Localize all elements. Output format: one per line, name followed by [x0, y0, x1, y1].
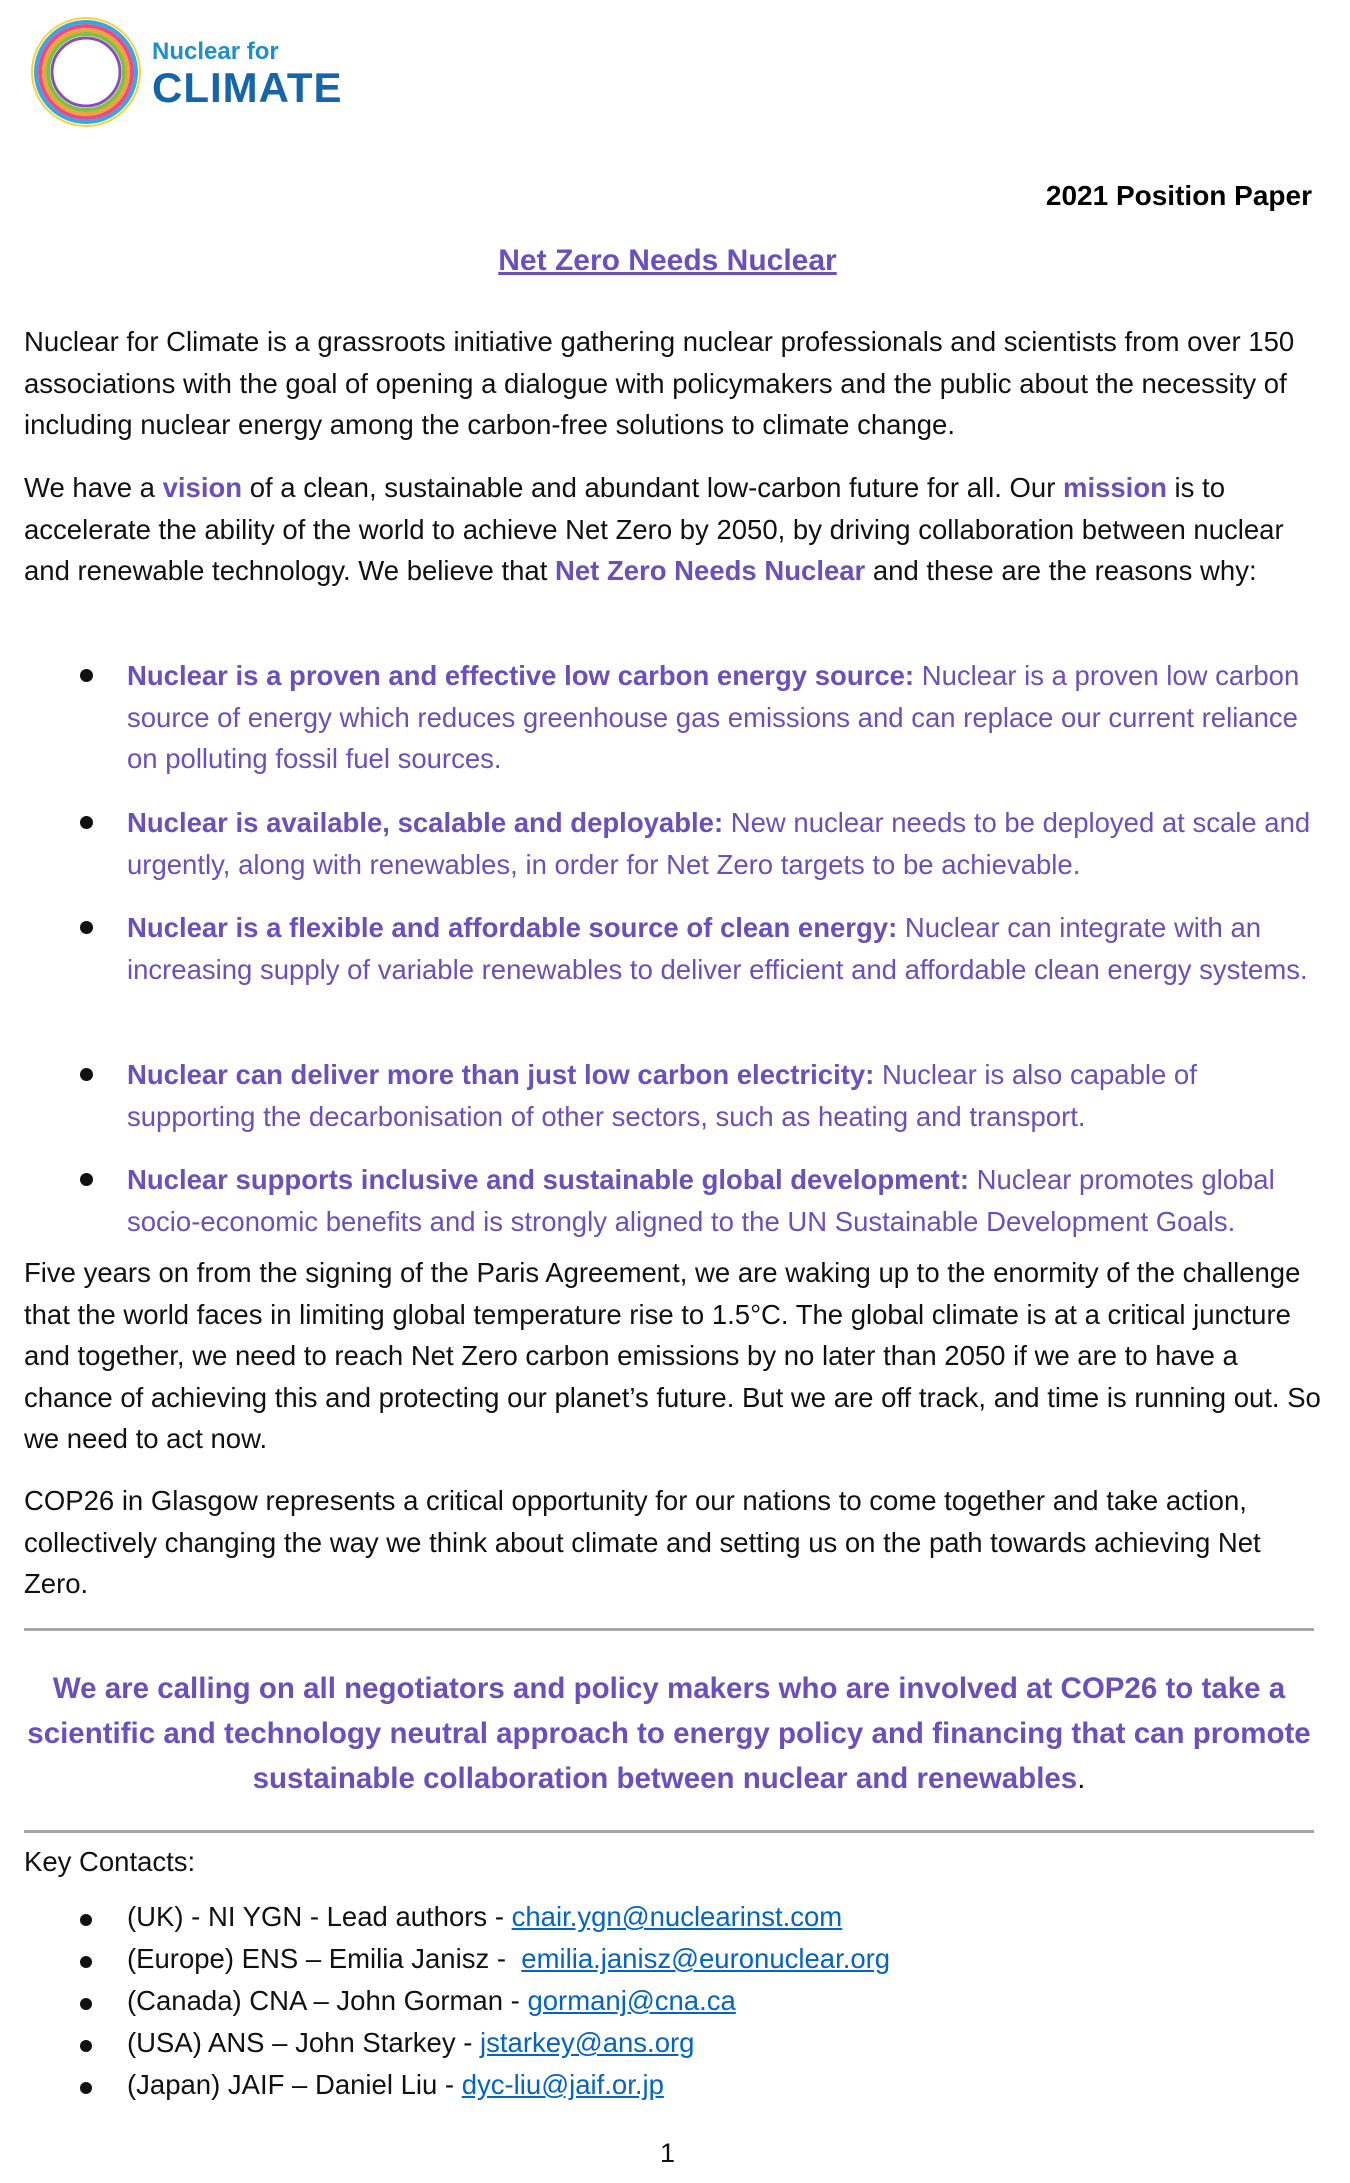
logo-line2: CLIMATE — [152, 64, 343, 111]
bullet-icon — [80, 2082, 92, 2094]
reason-text: Nuclear can integrate with an increasing supply of variable renewables to deliver efficient and affordable clean energy systems. — [127, 912, 1308, 985]
cop26-paragraph: COP26 in Glasgow represents a critical opportunity for our nations to come together and take action, collectively changing the way we think about climate and setting us on the path towards achieving Net Zero. — [24, 1485, 1261, 1599]
vision-text-c: is to accelerate the ability of the world to achieve Net Zero by 2050, by driving collaboration between nuclear and renewable technology. We believe that — [24, 472, 1284, 586]
logo-ring-icon — [28, 14, 144, 130]
contact-label: (UK) - NI YGN - Lead authors - — [127, 1901, 512, 1932]
contact-label: (Japan) JAIF – Daniel Liu - — [127, 2069, 462, 2100]
reason-heading: Nuclear is a proven and effective low carbon energy source: — [127, 660, 915, 691]
contact-item — [0, 1900, 1350, 1941]
contact-item — [0, 1942, 1350, 1983]
document-title: Net Zero Needs Nuclear — [498, 244, 837, 277]
contact-item — [0, 2068, 1350, 2109]
bullet-icon — [80, 1998, 92, 2010]
intro-paragraph: Nuclear for Climate is a grassroots initiative gathering nuclear professionals and scientists from over 150 associations with the goal of opening a dialogue with policymakers and the public about the necessity of including nuclear energy among the carbon-free solutions to climate change. — [24, 326, 1295, 440]
contact-label: (Europe) ENS – Emilia Janisz - — [127, 1943, 522, 1974]
vision-paragraph — [24, 467, 1324, 592]
bullet-icon — [80, 816, 93, 829]
bullet-icon — [80, 1956, 92, 1968]
contact-email-link[interactable]: chair.ygn@nuclearinst.com — [511, 1901, 843, 1932]
reason-text: Nuclear promotes global socio-economic benefits and is strongly aligned to the UN Sustainable Development Goals. — [127, 1164, 1275, 1237]
contact-label: (Canada) CNA – John Gorman - — [127, 1985, 528, 2016]
reason-heading: Nuclear is available, scalable and deployable: — [127, 807, 724, 838]
contact-email-link[interactable]: jstarkey@ans.org — [480, 2027, 695, 2058]
bullet-icon — [80, 669, 93, 682]
bullet-icon — [80, 2040, 92, 2052]
vision-text-d: and these are the reasons why: — [865, 555, 1257, 586]
bullet-icon — [80, 1068, 93, 1081]
call-to-action — [24, 1666, 1314, 1801]
contact-email-link[interactable]: gormanj@cna.ca — [527, 1985, 736, 2016]
contact-email-link[interactable]: dyc-liu@jaif.or.jp — [461, 2069, 664, 2100]
reason-text: New nuclear needs to be deployed at scale and urgently, along with renewables, in order for Net Zero targets to be achievable. — [127, 807, 1311, 880]
vision-text-b: of a clean, sustainable and abundant low-carbon future for all. Our — [242, 472, 1063, 503]
reason-heading: Nuclear supports inclusive and sustainable global development: — [127, 1164, 969, 1195]
call-to-action-period: . — [1077, 1762, 1086, 1795]
vision-text-a: We have a — [24, 472, 163, 503]
mission-keyword: mission — [1063, 472, 1167, 503]
reason-heading: Nuclear can deliver more than just low carbon electricity: — [127, 1059, 875, 1090]
vision-keyword: vision — [162, 472, 243, 503]
reason-heading: Nuclear is a flexible and affordable source of clean energy: — [127, 912, 898, 943]
call-to-action-text: We are calling on all negotiators and policy makers who are involved at COP26 to take a scientific and technology neutral approach to energy policy and financing that can promote sustainable collaboration between nuclear and renewables — [27, 1672, 1311, 1795]
divider — [24, 1830, 1314, 1833]
logo-line1: Nuclear for — [152, 38, 279, 65]
contact-item — [0, 1984, 1350, 2025]
key-contacts-title: Key Contacts: — [24, 1846, 196, 1877]
reason-text: Nuclear is a proven low carbon source of energy which reduces greenhouse gas emissions and can replace our current reliance on polluting fossil fuel sources. — [127, 660, 1300, 774]
paris-agreement-paragraph: Five years on from the signing of the Paris Agreement, we are waking up to the enormity of the challenge that the world faces in limiting global temperature rise to 1.5°C. The global climate is at a critical juncture and together, we need to reach Net Zero carbon emissions by no later than 2050 if we are to have a chance of achieving this and protecting our planet’s future. But we are off track, and time is running out. So we need to act now. — [24, 1257, 1321, 1454]
bullet-icon — [80, 921, 93, 934]
page-number: 1 — [659, 2138, 676, 2168]
bullet-icon — [80, 1914, 92, 1926]
contact-item — [0, 2026, 1350, 2067]
position-paper-label: 2021 Position Paper — [1045, 180, 1312, 211]
reason-text: Nuclear is also capable of supporting the decarbonisation of other sectors, such as heating and transport. — [127, 1059, 1197, 1132]
divider — [24, 1628, 1314, 1631]
bullet-icon — [80, 1173, 93, 1186]
contact-label: (USA) ANS – John Starkey - — [127, 2027, 481, 2058]
net-zero-needs-nuclear-keyword: Net Zero Needs Nuclear — [555, 555, 866, 586]
contact-email-link[interactable]: emilia.janisz@euronuclear.org — [521, 1943, 891, 1974]
nuclear-for-climate-logo — [28, 14, 343, 130]
